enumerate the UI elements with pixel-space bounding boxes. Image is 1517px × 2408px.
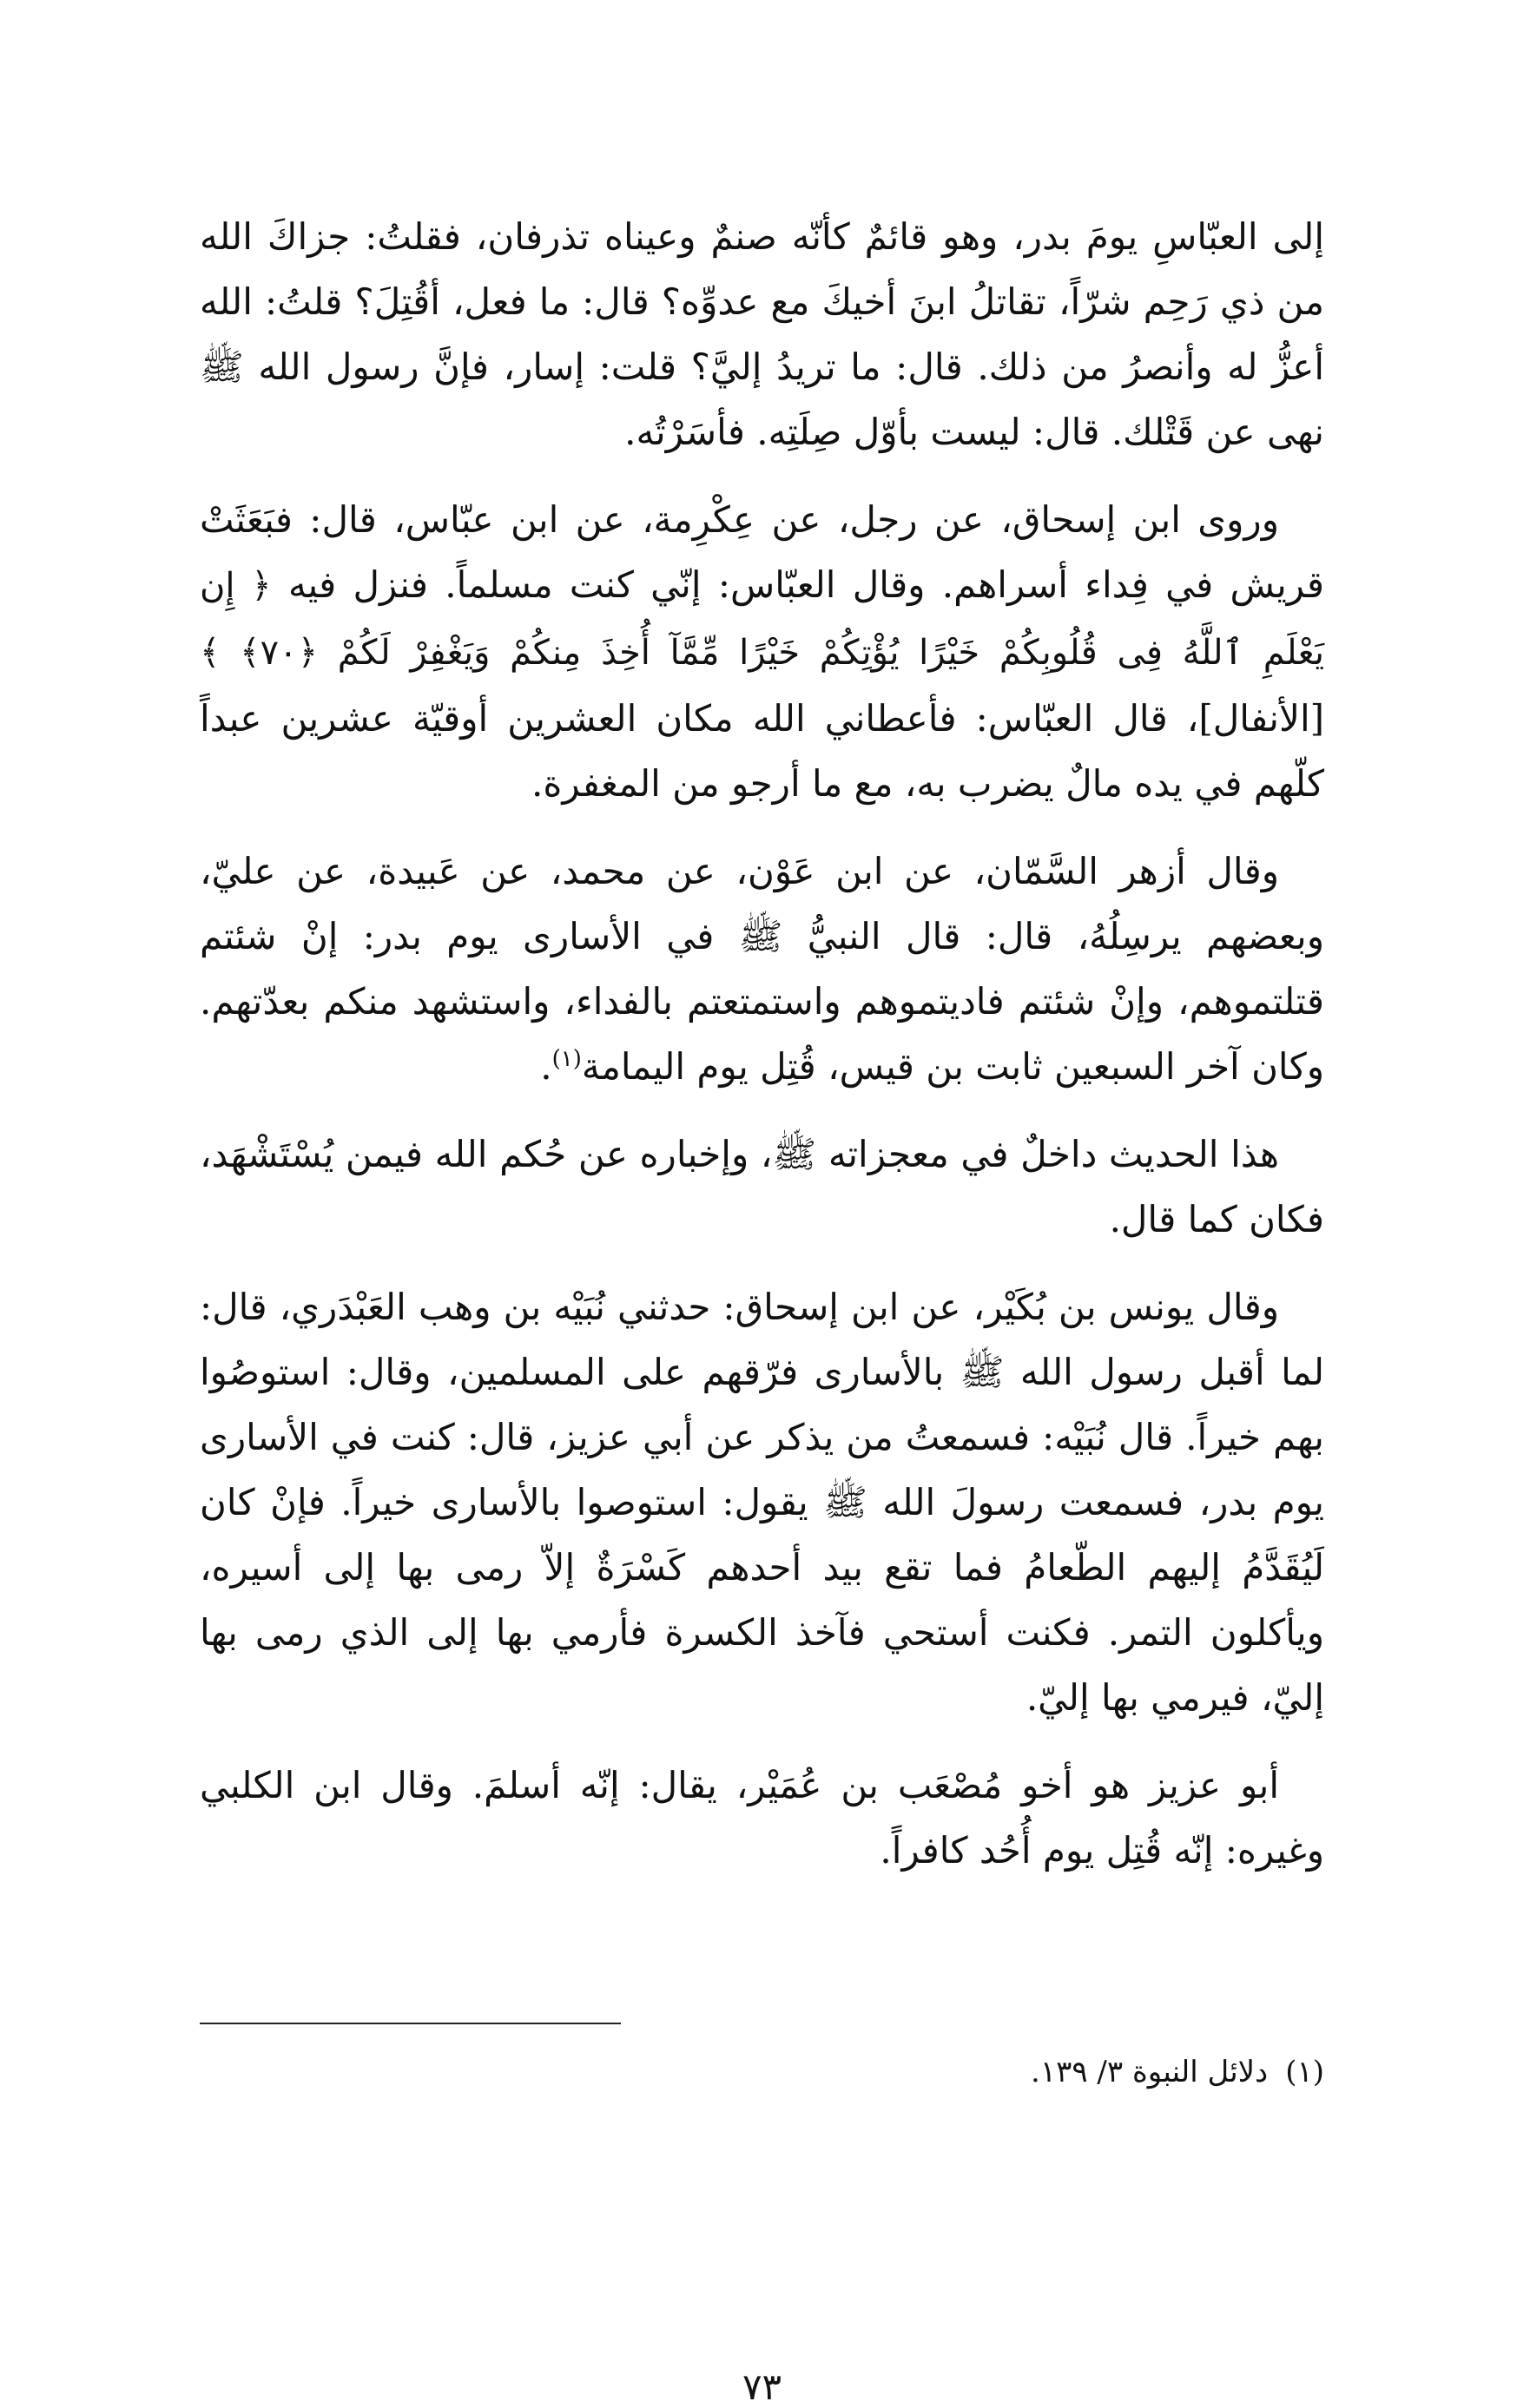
footnote-reference: (١)	[551, 1046, 582, 1072]
paragraph-3	[200, 839, 1324, 1099]
paragraph-1	[200, 204, 1324, 464]
paragraph-3-tail: .	[540, 1045, 552, 1088]
paragraph-2-text-after: [الأنفال]، قال العبّاس: فأعطاني الله مكان العشرين أوقيّة عشرين عبداً كلّهم في يده مالٌ يضرب به، مع ما أرجو من المغفرة.	[200, 697, 1324, 805]
quran-verse: ﴿ إِن يَعْلَمِ ٱللَّهُ فِى قُلُوبِكُمْ خَيْرًا يُؤْتِكُمْ خَيْرًا مِّمَّآ أُخِذَ مِنكُمْ وَيَغْفِرْ لَكُمْ ﴿٧٠﴾ ﴾	[200, 566, 1324, 673]
paragraph-1-text: إلى العبّاسِ يومَ بدر، وهو قائمٌ كأنّه صنمٌ وعيناه تذرفان، فقلتُ: جزاكَ الله من ذي رَحِم شرّاً، تقاتلُ ابنَ أخيكَ مع عدوِّه؟ قال: ما فعل، أقُتِلَ؟ قلتُ: الله أعزُّ له وأنصرُ من ذلك. قال: ما تريدُ إليَّ؟ قلت: إسار، فإنَّ رسول الله ﷺ نهى عن قَتْلك. قال: ليست بأوّل صِلَتِه. فأسَرْتُه.	[200, 215, 1324, 453]
paragraph-4-text: هذا الحديث داخلٌ في معجزاته ﷺ، وإخباره عن حُكم الله فيمن يُسْتَشْهَد، فكان كما قال.	[200, 1133, 1324, 1240]
footnote-text: دلائل النبوة ٣/ ١٣٩.	[1031, 2055, 1269, 2089]
paragraph-2	[200, 487, 1324, 816]
paragraph-5-text: وقال يونس بن بُكَيْر، عن ابن إسحاق: حدثني نُبَيْه بن وهب العَبْدَري، قال: لما أقبل رسول الله ﷺ بالأسارى فرّقهم على المسلمين، وقال: استوصُوا بهم خيراً. قال نُبَيْه: فسمعتُ من يذكر عن أبي عزيز، قال: كنت في الأسارى يوم بدر، فسمعت رسولَ الله ﷺ يقول: استوصوا بالأسارى خيراً. فإنْ كان لَيُقَدَّمُ إليهم الطّعامُ فما تقع بيد أحدهم كَسْرَةٌ إلاّ رمى بها إلى أسيره، ويأكلون التمر. فكنت أستحي فآخذ الكسرة فأرمي بها إلى الذي رمى بها إليّ، فيرمي بها إليّ.	[200, 1286, 1324, 1719]
paragraph-6-text: أبو عزيز هو أخو مُصْعَب بن عُمَيْر، يقال: إنّه أسلمَ. وقال ابن الكلبي وغيره: إنّه قُتِل يوم أُحُد كافراً.	[200, 1764, 1324, 1872]
paragraph-5	[200, 1274, 1324, 1730]
page-number: ٧٣	[742, 2365, 782, 2408]
footnote-number: (١)	[1285, 2055, 1324, 2089]
paragraph-2-text-before: وروى ابن إسحاق، عن رجل، عن عِكْرِمة، عن ابن عبّاس، قال: فبَعَثَتْ قريش في فِداء أسراهم. وقال العبّاس: إنّي كنت مسلماً. فنزل فيه	[200, 498, 1325, 606]
paragraph-4	[200, 1122, 1324, 1252]
footnote-divider	[200, 2023, 621, 2024]
page-body	[200, 204, 1325, 2408]
footnotes	[200, 2051, 1324, 2093]
paragraph-3-text: وقال أزهر السَّمّان، عن ابن عَوْن، عن محمد، عن عَبيدة، عن عليّ، وبعضهم يرسِلُهُ، قال: قال النبيُّ ﷺ في الأسارى يوم بدر: إنْ شئتم قتلتموهم، وإنْ شئتم فاديتموهم واستمتعتم بالفداء، واستشهد منكم بعدّتهم. وكان آخر السبعين ثابت بن قيس، قُتِل يوم اليمامة	[200, 850, 1324, 1088]
footnote-item	[200, 2051, 1324, 2093]
paragraph-6	[200, 1753, 1324, 1883]
